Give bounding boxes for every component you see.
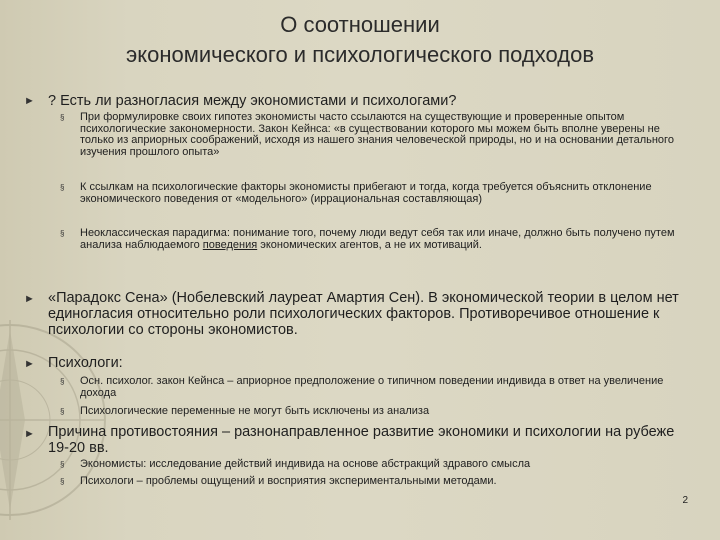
- section3-item-2: Психологические переменные не могут быть исключены из анализа: [80, 405, 430, 417]
- section4-heading: Причина противостояния – разнонаправленное развитие экономики и психологии на рубеже 19-20 вв.: [48, 424, 675, 456]
- square-bullet-icon: §: [60, 113, 65, 122]
- section3-heading: Психологи:: [48, 355, 123, 371]
- underlined-word: поведения: [202, 238, 258, 251]
- arrow-bullet-icon: ►: [24, 358, 35, 370]
- section1-item-2: К ссылкам на психологические факторы экономисты прибегают и тогда, когда требуется объяснить отклонение экономического поведения от «модельного» (иррациональная составляющая): [80, 181, 652, 205]
- arrow-bullet-icon: ►: [24, 428, 35, 440]
- square-bullet-icon: §: [60, 229, 65, 238]
- arrow-bullet-icon: ►: [24, 293, 35, 305]
- section1-item-1: При формулировке своих гипотез экономисты часто ссылаются на существующие и проверенные опытом психологические закономерности. Закон Кейнса: «в существовании которого мы можем быть вполне уверены не только из априорных соображений, исходя из нашего знания человеческой природы, но и на основании детального изучения прошлого опыта»: [80, 111, 674, 158]
- section3-item-1: Осн. психолог. закон Кейнса – априорное предположение о типичном поведении индивида в ответ на увеличение дохода: [80, 375, 664, 399]
- section4-item-2: Психологи – проблемы ощущений и восприятия экспериментальными методами.: [80, 475, 497, 487]
- square-bullet-icon: §: [60, 460, 65, 469]
- section1-item-3-text: Неоклассическая парадигма: понимание того, почему люди ведут себя так или иначе, должно быть получено путем анализа наблюдаемого: [80, 227, 675, 251]
- section1-item-3: [80, 228, 690, 251]
- section1-heading: ? Есть ли разногласия между экономистами и психологами?: [48, 93, 457, 109]
- arrow-bullet-icon: ►: [24, 95, 35, 107]
- page-number: 2: [682, 495, 688, 506]
- square-bullet-icon: §: [60, 377, 65, 386]
- slide-title: [0, 10, 720, 70]
- square-bullet-icon: §: [60, 477, 65, 486]
- title-line-2: экономического и психологического подходов: [125, 42, 595, 67]
- square-bullet-icon: §: [60, 407, 65, 416]
- section2-text: «Парадокс Сена» (Нобелевский лауреат Амартия Сен). В экономической теории в целом нет единогласия относительно роли психологических факторов. Противоречивое отношение к психологии со стороны экономистов.: [48, 290, 679, 338]
- section4-item-1: Экономисты: исследование действий индивида на основе абстракций здравого смысла: [80, 458, 531, 470]
- section1-item-3-tail: экономических агентов, а не их мотиваций.: [257, 238, 482, 251]
- square-bullet-icon: §: [60, 183, 65, 192]
- title-line-1: О соотношении: [280, 12, 440, 37]
